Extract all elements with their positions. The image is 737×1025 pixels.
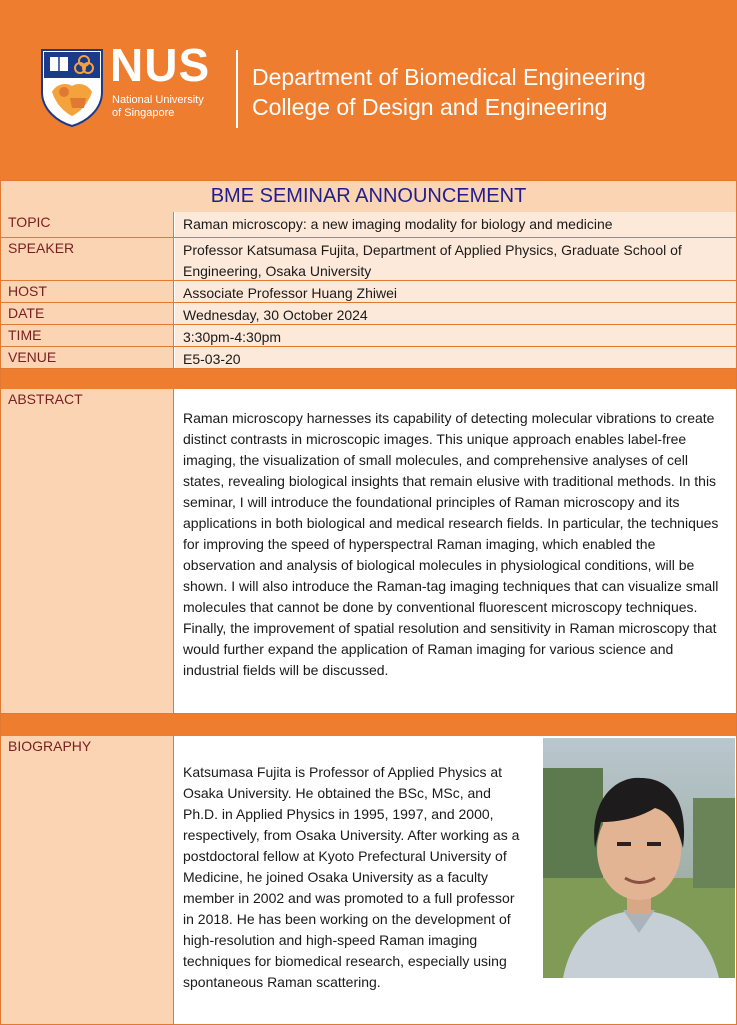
row-speaker: [0, 238, 737, 281]
section-separator: [0, 369, 737, 389]
abstract-text: Raman microscopy harnesses its capability of detecting molecular vibrations to create distinct contrasts in microscopic images. This unique approach enables label-free imaging, the visualization of small molecules, and comprehensive analyses of cell states, revealing biological insights that remain elusive with traditional methods. In this seminar, I will introduce the foundational principles of Raman microscopy and its applications in both biological and medical research fields. In particular, the techniques for improving the speed of hyperspectral Raman imaging, which enabled the observation and analysis of biological molecules in physiological conditions, will be shown. I will also introduce the Raman-tag imaging techniques that can visualize small molecules that cannot be done by conventional fluorescent microscopy techniques. Finally, the improvement of spatial resolution and sensitivity in Raman microscopy that would further expand the application of Raman imaging for various science and industrial fields will be discussed.: [183, 410, 719, 678]
row-label: SPEAKER: [0, 238, 174, 280]
nus-crest-logo: [40, 48, 104, 128]
row-label: HOST: [0, 281, 174, 302]
row-date: [0, 303, 737, 325]
nus-logo-subtitle-line1: National University: [112, 94, 204, 106]
row-host: [0, 281, 737, 303]
speaker-photo: [543, 738, 735, 978]
seminar-details-table: [0, 180, 737, 1024]
row-label: VENUE: [0, 347, 174, 368]
row-label: TOPIC: [0, 212, 174, 237]
biography-text: Katsumasa Fujita is Professor of Applied Physics at Osaka University. He obtained the BSc, MSc, and Ph.D. in Applied Physics in 1995, 1997, and 2000, respectively, from Osaka University. After working as a postdoctoral fellow at Kyoto Prefectural University of Medicine, he joined Osaka University as a faculty member in 2002 and was promoted to a full professor in 2018. He has been working on the development of high-resolution and high-speed Raman imaging techniques for biomedical research, especially using spontaneous Raman scattering.: [183, 764, 520, 990]
abstract-label: ABSTRACT: [0, 389, 174, 713]
header-divider: [236, 50, 238, 128]
row-value: Professor Katsumasa Fujita, Department of Applied Physics, Graduate School of Engineering, Osaka University: [175, 238, 737, 280]
row-value: E5-03-20: [175, 347, 737, 368]
department-line1: Department of Biomedical Engineering: [252, 64, 646, 90]
row-venue: [0, 347, 737, 369]
row-time: [0, 325, 737, 347]
nus-logo-subtitle-line2: of Singapore: [112, 107, 175, 119]
biography-label: BIOGRAPHY: [0, 736, 174, 1024]
nus-logo-text: NUS: [110, 39, 211, 91]
department-title: [252, 62, 722, 122]
row-value: Raman microscopy: a new imaging modality for biology and medicine: [175, 212, 737, 237]
row-value: Associate Professor Huang Zhiwei: [175, 281, 737, 302]
row-label: DATE: [0, 303, 174, 324]
row-value: Wednesday, 30 October 2024: [175, 303, 737, 324]
nus-logo-subtitle: [112, 94, 232, 120]
row-label: TIME: [0, 325, 174, 346]
row-value: 3:30pm-4:30pm: [175, 325, 737, 346]
section-separator: [0, 714, 737, 736]
department-line2: College of Design and Engineering: [252, 94, 608, 120]
row-topic: [0, 212, 737, 238]
header-banner: [0, 0, 737, 180]
announcement-title: BME SEMINAR ANNOUNCEMENT: [0, 180, 737, 212]
